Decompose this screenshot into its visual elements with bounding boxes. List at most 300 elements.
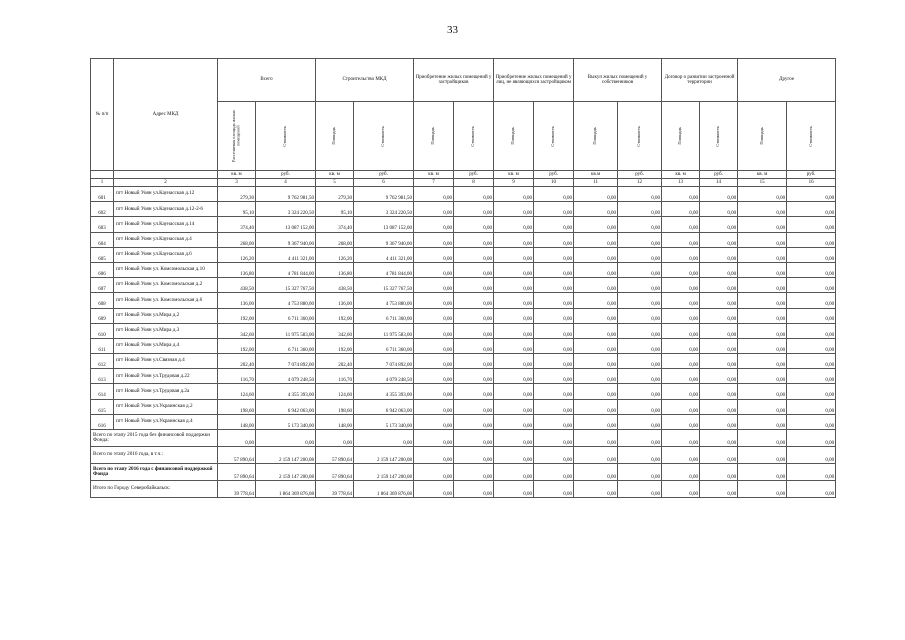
value-cell: 4 753 880,00	[256, 293, 316, 308]
value-cell: 4 355 393,00	[256, 384, 316, 399]
total-value-cell: 0,00	[787, 464, 836, 481]
row-address: пгт Новый Уоян ул.Мира д.4	[114, 338, 218, 353]
value-cell: 0,00	[494, 354, 534, 369]
unit-cell: кв. м	[738, 171, 787, 179]
row-number: 609	[91, 308, 114, 323]
total-value-cell: 39 778,64	[218, 481, 256, 498]
total-value-cell: 57 890,64	[218, 464, 256, 481]
value-cell: 0,00	[787, 369, 836, 384]
row-number: 614	[91, 384, 114, 399]
total-value-cell: 2 159 147 200,08	[354, 447, 414, 464]
resettlement-table	[90, 58, 836, 498]
value-cell: 0,00	[662, 293, 700, 308]
value-cell: 7 074 892,00	[354, 354, 414, 369]
unit-cell: кв. м	[316, 171, 354, 179]
value-cell: 0,00	[534, 369, 574, 384]
table-row	[91, 232, 836, 247]
value-cell: 0,00	[414, 232, 454, 247]
value-cell: 0,00	[574, 202, 618, 217]
group-header-other: Другое	[738, 59, 836, 102]
total-value-cell: 0,00	[218, 430, 256, 447]
total-label: Всего по этапу 2015 года без финансовой поддержки Фонда:	[91, 430, 218, 447]
value-cell: 0,00	[454, 414, 494, 429]
value-cell: 0,00	[494, 338, 534, 353]
row-address: пгт Новый Уоян ул.Связная д.4	[114, 354, 218, 369]
row-address: пгт Новый Уоян ул.Мира д.3	[114, 323, 218, 338]
column-number: 14	[700, 179, 738, 187]
value-cell: 0,00	[494, 247, 534, 262]
sub-header-area: Площадь	[662, 102, 700, 171]
total-value-cell: 0,00	[662, 430, 700, 447]
value-cell: 0,00	[662, 217, 700, 232]
value-cell: 4 355 393,00	[354, 384, 414, 399]
table-row	[91, 399, 836, 414]
sub-header-area: Площадь	[574, 102, 618, 171]
value-cell: 0,00	[494, 187, 534, 202]
value-cell: 374,40	[316, 217, 354, 232]
value-cell: 11 975 583,00	[354, 323, 414, 338]
value-cell: 0,00	[662, 278, 700, 293]
value-cell: 0,00	[454, 232, 494, 247]
row-number: 610	[91, 323, 114, 338]
value-cell: 0,00	[574, 232, 618, 247]
total-value-cell: 0,00	[494, 430, 534, 447]
value-cell: 0,00	[787, 232, 836, 247]
value-cell: 4 753 880,00	[354, 293, 414, 308]
group-header-construction: Строительство МКД	[316, 59, 414, 102]
value-cell: 0,00	[700, 369, 738, 384]
column-number: 16	[787, 179, 836, 187]
total-value-cell: 0,00	[454, 464, 494, 481]
value-cell: 0,00	[574, 187, 618, 202]
total-value-cell: 0,00	[494, 447, 534, 464]
value-cell: 198,60	[218, 399, 256, 414]
value-cell: 0,00	[414, 384, 454, 399]
value-cell: 0,00	[787, 384, 836, 399]
column-number: 12	[618, 179, 662, 187]
table-row	[91, 414, 836, 429]
value-cell: 0,00	[534, 338, 574, 353]
column-number: 6	[354, 179, 414, 187]
group-header-total: Всего	[218, 59, 316, 102]
sub-header-area: Площадь	[316, 102, 354, 171]
unit-cell: руб.	[454, 171, 494, 179]
unit-cell: кв. м	[662, 171, 700, 179]
total-value-cell: 0,00	[618, 481, 662, 498]
value-cell: 0,00	[534, 187, 574, 202]
total-value-cell: 0,00	[414, 481, 454, 498]
total-value-cell: 0,00	[534, 481, 574, 498]
value-cell: 0,00	[700, 247, 738, 262]
value-cell: 116,70	[218, 369, 256, 384]
value-cell: 0,00	[738, 262, 787, 277]
value-cell: 279,30	[316, 187, 354, 202]
column-number: 2	[114, 179, 218, 187]
row-number: 613	[91, 369, 114, 384]
value-cell: 0,00	[700, 354, 738, 369]
value-cell: 0,00	[454, 384, 494, 399]
value-cell: 0,00	[738, 384, 787, 399]
value-cell: 0,00	[494, 202, 534, 217]
column-number: 4	[256, 179, 316, 187]
value-cell: 0,00	[454, 369, 494, 384]
total-value-cell: 0,00	[574, 464, 618, 481]
total-value-cell: 0,00	[618, 430, 662, 447]
value-cell: 0,00	[662, 232, 700, 247]
row-address: пгт Новый Уоян ул.Каунасская д.4	[114, 232, 218, 247]
value-cell: 148,00	[316, 414, 354, 429]
value-cell: 0,00	[738, 369, 787, 384]
total-value-cell: 0,00	[662, 464, 700, 481]
group-header-buyout: Выкуп жилых помещений у собственников	[574, 59, 662, 102]
value-cell: 0,00	[414, 414, 454, 429]
value-cell: 0,00	[787, 262, 836, 277]
total-value-cell: 0,00	[662, 447, 700, 464]
value-cell: 0,00	[534, 293, 574, 308]
total-value-cell: 2 159 147 200,08	[256, 464, 316, 481]
row-number: 603	[91, 217, 114, 232]
value-cell: 0,00	[787, 399, 836, 414]
total-value-cell: 0,00	[738, 481, 787, 498]
value-cell: 95,10	[316, 202, 354, 217]
value-cell: 0,00	[574, 278, 618, 293]
total-value-cell: 57 890,64	[218, 447, 256, 464]
unit-cell: руб.	[700, 171, 738, 179]
value-cell: 3 324 220,50	[256, 202, 316, 217]
column-number: 11	[574, 179, 618, 187]
total-value-cell: 0,00	[787, 447, 836, 464]
value-cell: 15 327 767,50	[256, 278, 316, 293]
total-value-cell: 0,00	[738, 464, 787, 481]
value-cell: 0,00	[618, 369, 662, 384]
value-cell: 0,00	[787, 217, 836, 232]
value-cell: 15 327 767,50	[354, 278, 414, 293]
total-row	[91, 464, 836, 481]
row-number: 612	[91, 354, 114, 369]
value-cell: 0,00	[738, 414, 787, 429]
value-cell: 0,00	[454, 323, 494, 338]
value-cell: 6 711 360,00	[354, 338, 414, 353]
total-value-cell: 0,00	[574, 447, 618, 464]
unit-cell: кв. м	[494, 171, 534, 179]
row-address: пгт Новый Уоян ул.Каунасская д.14	[114, 217, 218, 232]
table-row	[91, 262, 836, 277]
value-cell: 0,00	[454, 202, 494, 217]
value-cell: 136,80	[316, 262, 354, 277]
value-cell: 9 762 981,50	[354, 187, 414, 202]
value-cell: 268,00	[218, 232, 256, 247]
value-cell: 0,00	[534, 308, 574, 323]
total-value-cell: 0,00	[618, 464, 662, 481]
row-address: пгт Новый Уоян ул.Каунасская д.12-2-6	[114, 202, 218, 217]
page-number: 33	[447, 24, 458, 36]
total-row	[91, 481, 836, 498]
value-cell: 0,00	[454, 247, 494, 262]
total-value-cell: 0,00	[700, 447, 738, 464]
value-cell: 0,00	[534, 202, 574, 217]
value-cell: 0,00	[662, 247, 700, 262]
total-row	[91, 430, 836, 447]
header-number-row	[91, 179, 836, 187]
value-cell: 0,00	[574, 414, 618, 429]
total-value-cell: 0,00	[574, 430, 618, 447]
sub-header-area: Площадь	[738, 102, 787, 171]
table-row	[91, 278, 836, 293]
total-value-cell: 0,00	[738, 447, 787, 464]
value-cell: 0,00	[534, 354, 574, 369]
value-cell: 0,00	[787, 323, 836, 338]
value-cell: 374,40	[218, 217, 256, 232]
row-address: пгт Новый Уоян ул.Мира д.2	[114, 308, 218, 323]
sub-header-area-total: Расселяемая площадь жилых помещений	[218, 102, 256, 171]
table-row	[91, 338, 836, 353]
sub-header-cost: Стоимость	[787, 102, 836, 171]
value-cell: 126,20	[218, 247, 256, 262]
total-label: Всего по этапу 2016 года с финансовой поддержкой Фонда	[91, 464, 218, 481]
value-cell: 0,00	[414, 278, 454, 293]
total-value-cell: 0,00	[618, 447, 662, 464]
row-address: пгт Новый Уоян ул. Комсомольская д.2	[114, 278, 218, 293]
value-cell: 13 087 152,00	[256, 217, 316, 232]
value-cell: 0,00	[534, 278, 574, 293]
column-number: 10	[534, 179, 574, 187]
value-cell: 0,00	[787, 308, 836, 323]
table-row	[91, 293, 836, 308]
value-cell: 0,00	[662, 369, 700, 384]
sub-header-cost: Стоимость	[700, 102, 738, 171]
total-label: Итого по Городу Северобайкальск:	[91, 481, 218, 498]
value-cell: 192,00	[218, 308, 256, 323]
total-value-cell: 0,00	[454, 430, 494, 447]
unit-cell: руб.	[787, 171, 836, 179]
value-cell: 0,00	[574, 384, 618, 399]
value-cell: 0,00	[662, 384, 700, 399]
table-row	[91, 384, 836, 399]
value-cell: 279,30	[218, 187, 256, 202]
column-number: 9	[494, 179, 534, 187]
value-cell: 0,00	[662, 354, 700, 369]
value-cell: 0,00	[618, 308, 662, 323]
value-cell: 4 781 844,00	[354, 262, 414, 277]
value-cell: 0,00	[494, 308, 534, 323]
value-cell: 0,00	[574, 354, 618, 369]
value-cell: 4 079 248,50	[256, 369, 316, 384]
value-cell: 0,00	[738, 293, 787, 308]
group-header-territory-development: Договор о развитии застроенной территории	[662, 59, 738, 102]
sub-header-area: Площадь	[414, 102, 454, 171]
unit-cell: кв. м	[414, 171, 454, 179]
total-value-cell: 0,00	[534, 464, 574, 481]
total-value-cell: 0,00	[574, 481, 618, 498]
value-cell: 0,00	[618, 323, 662, 338]
value-cell: 0,00	[534, 217, 574, 232]
value-cell: 0,00	[494, 399, 534, 414]
value-cell: 0,00	[787, 187, 836, 202]
value-cell: 0,00	[534, 232, 574, 247]
value-cell: 0,00	[618, 262, 662, 277]
table-row	[91, 187, 836, 202]
total-value-cell: 0,00	[494, 464, 534, 481]
value-cell: 0,00	[662, 262, 700, 277]
row-address: пгт Новый Уоян ул.Украинская д.4	[114, 414, 218, 429]
value-cell: 0,00	[414, 354, 454, 369]
value-cell: 7 074 892,00	[256, 354, 316, 369]
value-cell: 0,00	[494, 369, 534, 384]
sub-header-area: Площадь	[494, 102, 534, 171]
value-cell: 0,00	[618, 232, 662, 247]
value-cell: 0,00	[454, 278, 494, 293]
total-value-cell: 0,00	[534, 447, 574, 464]
value-cell: 0,00	[534, 399, 574, 414]
row-number: 601	[91, 187, 114, 202]
value-cell: 202,40	[218, 354, 256, 369]
value-cell: 0,00	[574, 323, 618, 338]
value-cell: 198,60	[316, 399, 354, 414]
total-value-cell: 0,00	[662, 481, 700, 498]
value-cell: 0,00	[494, 414, 534, 429]
col-no-header: № п/п	[91, 59, 114, 171]
value-cell: 5 173 340,00	[354, 414, 414, 429]
row-number: 607	[91, 278, 114, 293]
unit-cell: руб.	[256, 171, 316, 179]
value-cell: 0,00	[414, 247, 454, 262]
col-address-header: Адрес МКД	[114, 59, 218, 171]
column-number: 8	[454, 179, 494, 187]
value-cell: 0,00	[738, 323, 787, 338]
table-row	[91, 369, 836, 384]
total-value-cell: 2 159 147 200,08	[354, 464, 414, 481]
value-cell: 0,00	[618, 278, 662, 293]
total-value-cell: 1 864 369 876,08	[256, 481, 316, 498]
column-number: 13	[662, 179, 700, 187]
value-cell: 0,00	[414, 338, 454, 353]
sub-header-cost: Стоимость	[618, 102, 662, 171]
value-cell: 0,00	[414, 308, 454, 323]
value-cell: 0,00	[738, 217, 787, 232]
value-cell: 9 367 940,00	[256, 232, 316, 247]
header-group-row	[91, 59, 836, 102]
value-cell: 0,00	[700, 262, 738, 277]
value-cell: 4 781 844,00	[256, 262, 316, 277]
value-cell: 0,00	[454, 399, 494, 414]
value-cell: 6 942 063,00	[256, 399, 316, 414]
value-cell: 0,00	[534, 262, 574, 277]
value-cell: 0,00	[787, 278, 836, 293]
value-cell: 0,00	[787, 338, 836, 353]
value-cell: 438,50	[218, 278, 256, 293]
unit-cell: кв.м	[574, 171, 618, 179]
value-cell: 13 087 152,00	[354, 217, 414, 232]
value-cell: 0,00	[574, 293, 618, 308]
total-value-cell: 0,00	[787, 481, 836, 498]
value-cell: 0,00	[738, 247, 787, 262]
value-cell: 6 711 360,00	[354, 308, 414, 323]
value-cell: 0,00	[534, 414, 574, 429]
value-cell: 0,00	[494, 217, 534, 232]
row-number: 604	[91, 232, 114, 247]
value-cell: 0,00	[700, 187, 738, 202]
value-cell: 0,00	[534, 247, 574, 262]
value-cell: 0,00	[454, 308, 494, 323]
total-value-cell: 0,00	[494, 481, 534, 498]
total-value-cell: 57 890,64	[316, 447, 354, 464]
value-cell: 192,00	[218, 338, 256, 353]
total-value-cell: 0,00	[454, 447, 494, 464]
column-number: 7	[414, 179, 454, 187]
value-cell: 136,00	[316, 293, 354, 308]
value-cell: 0,00	[618, 202, 662, 217]
value-cell: 192,00	[316, 338, 354, 353]
header-units-row	[91, 171, 836, 179]
value-cell: 4 411 321,00	[354, 247, 414, 262]
total-value-cell: 0,00	[414, 464, 454, 481]
total-value-cell: 0,00	[700, 481, 738, 498]
value-cell: 0,00	[414, 262, 454, 277]
value-cell: 342,60	[218, 323, 256, 338]
value-cell: 0,00	[494, 384, 534, 399]
row-address: пгт Новый Уоян ул. Комсомольская д.10	[114, 262, 218, 277]
value-cell: 0,00	[738, 308, 787, 323]
value-cell: 0,00	[738, 354, 787, 369]
value-cell: 116,70	[316, 369, 354, 384]
value-cell: 0,00	[618, 187, 662, 202]
value-cell: 0,00	[618, 354, 662, 369]
table-row	[91, 354, 836, 369]
value-cell: 0,00	[414, 202, 454, 217]
total-value-cell: 39 778,64	[316, 481, 354, 498]
unit-cell: руб.	[354, 171, 414, 179]
sub-header-cost: Стоимость	[454, 102, 494, 171]
row-number: 611	[91, 338, 114, 353]
value-cell: 0,00	[618, 217, 662, 232]
value-cell: 0,00	[494, 293, 534, 308]
value-cell: 0,00	[738, 232, 787, 247]
value-cell: 0,00	[787, 354, 836, 369]
unit-cell-empty	[91, 171, 114, 179]
table-row	[91, 323, 836, 338]
value-cell: 0,00	[700, 414, 738, 429]
total-value-cell: 0,00	[738, 430, 787, 447]
sub-header-cost-total: Стоимость	[256, 102, 316, 171]
value-cell: 3 324 220,50	[354, 202, 414, 217]
row-number: 615	[91, 399, 114, 414]
value-cell: 0,00	[618, 293, 662, 308]
value-cell: 0,00	[454, 354, 494, 369]
value-cell: 0,00	[700, 323, 738, 338]
value-cell: 0,00	[700, 399, 738, 414]
value-cell: 136,00	[218, 293, 256, 308]
sub-header-cost: Стоимость	[354, 102, 414, 171]
group-header-purchase-non-developers: Приобретение жилых помещений у лиц, не являющихся застройщиком	[494, 59, 574, 102]
value-cell: 148,00	[218, 414, 256, 429]
total-value-cell: 0,00	[414, 447, 454, 464]
value-cell: 0,00	[618, 338, 662, 353]
unit-cell: руб.	[618, 171, 662, 179]
value-cell: 0,00	[662, 308, 700, 323]
value-cell: 0,00	[454, 262, 494, 277]
value-cell: 11 975 583,00	[256, 323, 316, 338]
value-cell: 0,00	[618, 384, 662, 399]
row-address: пгт Новый Уоян ул.Трудовая д.2а	[114, 384, 218, 399]
value-cell: 0,00	[414, 369, 454, 384]
value-cell: 0,00	[414, 399, 454, 414]
value-cell: 0,00	[738, 338, 787, 353]
unit-cell: кв. м	[218, 171, 256, 179]
value-cell: 0,00	[700, 384, 738, 399]
value-cell: 95,10	[218, 202, 256, 217]
value-cell: 0,00	[700, 202, 738, 217]
value-cell: 0,00	[662, 187, 700, 202]
